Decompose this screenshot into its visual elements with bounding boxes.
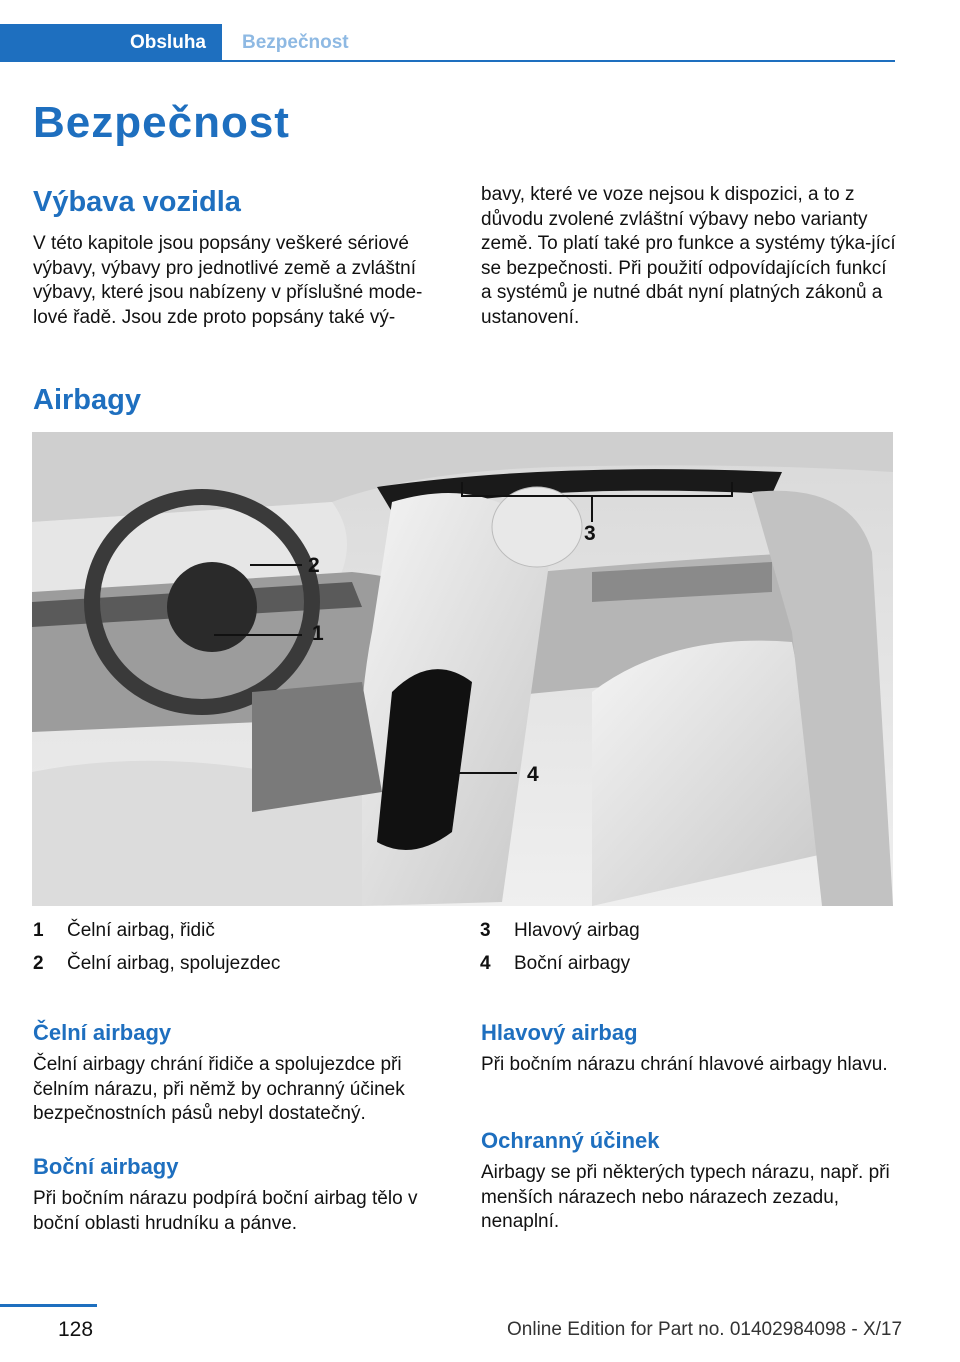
callout-2: 2 (308, 554, 320, 577)
footer-rule (0, 1304, 97, 1307)
legend-item (480, 914, 900, 947)
paragraph-bocni-airbagy: Při bočním nárazu podpírá boční airbag tělo v boční oblasti hrudníku a pánve. (33, 1188, 418, 1234)
legend-item (33, 947, 453, 980)
section-heading-airbagy: Airbagy (33, 384, 141, 416)
paragraph-hlavovy-airbag: Při bočním nárazu chrání hlavové airbagy hlavu. (481, 1054, 888, 1075)
page-number: 128 (58, 1318, 94, 1341)
legend-number: 3 (480, 920, 491, 941)
footer-edition: Online Edition for Part no. 01402984098 - X/17 (507, 1319, 903, 1340)
figure-legend-left (33, 914, 453, 980)
legend-text: Boční airbagy (514, 953, 631, 974)
paragraph-vybava-left: V této kapitole jsou popsány veškeré sériové výbavy, výbavy pro jednotlivé země a zvláštní výbavy, které jsou nabízeny v příslušné mode-lové řadě. Jsou zde proto popsány také vý- (33, 233, 423, 328)
callout-4: 4 (527, 763, 539, 786)
page-title: Bezpečnost (33, 98, 290, 147)
legend-number: 4 (480, 953, 491, 974)
legend-text: Čelní airbag, řidič (67, 920, 215, 941)
airbag-diagram (32, 432, 893, 906)
car-interior-illustration (32, 432, 893, 906)
paragraph-celni-airbagy: Čelní airbagy chrání řidiče a spolujezdce při čelním nárazu, při němž by ochranný účinek bezpečnostních pásů nebyl dostatečný. (33, 1054, 405, 1124)
section-heading-vybava: Výbava vozidla (33, 186, 241, 218)
legend-item (33, 914, 453, 947)
callout-1: 1 (312, 622, 324, 645)
figure-legend-right (480, 914, 900, 980)
callout-3: 3 (584, 522, 596, 545)
legend-text: Čelní airbag, spolujezdec (67, 953, 281, 974)
tab-bezpecnost[interactable]: Bezpečnost (242, 32, 349, 53)
header-rule (0, 60, 895, 62)
legend-number: 1 (33, 920, 44, 941)
subheading-bocni-airbagy: Boční airbagy (33, 1154, 179, 1179)
legend-text: Hlavový airbag (514, 920, 640, 941)
subheading-hlavovy-airbag: Hlavový airbag (481, 1020, 638, 1045)
legend-number: 2 (33, 953, 44, 974)
legend-item (480, 947, 900, 980)
subheading-ochranny-ucinek: Ochranný účinek (481, 1128, 660, 1153)
paragraph-vybava-right: bavy, které ve voze nejsou k dispozici, a to z důvodu zvolené zvláštní výbavy nebo varianty země. To platí také pro funkce a systémy týka-jící se bezpečnosti. Při použití odpovídajících funkcí a systémů je nutné dbát nyní platných zákonů a ustanovení. (481, 184, 896, 328)
tab-obsluha[interactable]: Obsluha (0, 24, 222, 61)
paragraph-ochranny-ucinek: Airbagy se při některých typech nárazu, např. při menších nárazech nebo nárazech zezadu, nenaplní. (481, 1162, 890, 1232)
subheading-celni-airbagy: Čelní airbagy (33, 1020, 172, 1045)
